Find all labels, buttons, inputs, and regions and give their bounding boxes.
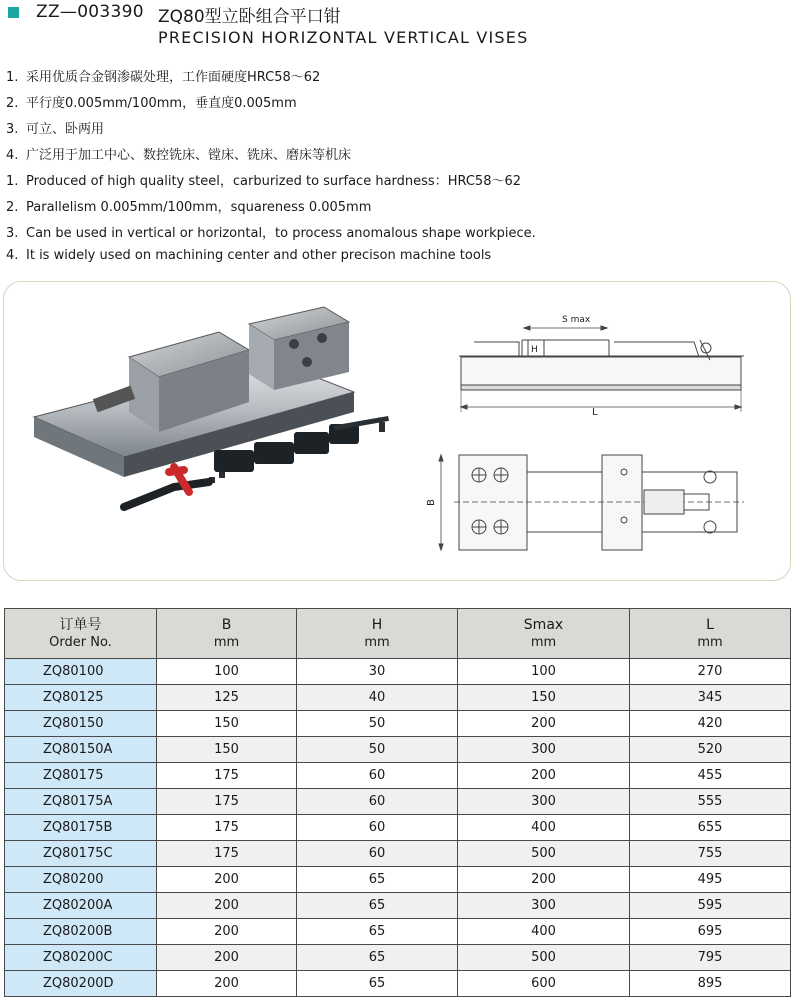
label-b: B (426, 499, 437, 506)
title-chinese: ZQ80型立卧组合平口钳 (158, 7, 341, 27)
feature-item: 1. 采用优质合金钢渗碳处理，工作面硬度HRC58～62 (6, 70, 321, 85)
feature-item: 4. It is widely used on machining center and other precison machine tools (6, 248, 492, 263)
feature-item: 1. Produced of high quality steel，carburized to surface hardness：HRC58～62 (6, 174, 522, 189)
feature-item: 4. 广泛用于加工中心、数控铣床、镗床、铣床、磨床等机床 (6, 148, 352, 163)
column-header-smax: Smax mm (458, 609, 630, 659)
table-row: ZQ80175 175 60 200 455 (5, 763, 791, 789)
column-header-order: 订单号 Order No. (5, 609, 157, 659)
table-row: ZQ80200 200 65 200 495 (5, 867, 791, 893)
page-header (0, 0, 793, 56)
table-header-row (5, 609, 791, 659)
table-row: ZQ80175C 175 60 500 755 (5, 841, 791, 867)
table-row: ZQ80200C 200 65 500 795 (5, 945, 791, 971)
vise-illustration (4, 282, 790, 580)
table-row: ZQ80150A 150 50 300 520 (5, 737, 791, 763)
table-row: ZQ80150 150 50 200 420 (5, 711, 791, 737)
feature-item: 2. Parallelism 0.005mm/100mm，squareness 0.005mm (6, 200, 372, 215)
product-code: ZZ—003390 (36, 2, 144, 22)
title-square-icon (8, 7, 19, 18)
label-l: L (592, 407, 598, 418)
top-view-drawing (439, 455, 744, 550)
table-row: ZQ80200D 200 65 600 895 (5, 971, 791, 997)
table-row: ZQ80200B 200 65 400 695 (5, 919, 791, 945)
label-h: H (531, 345, 538, 355)
table-row: ZQ80100 100 30 100 270 (5, 659, 791, 685)
spec-table (4, 608, 791, 997)
title-english: PRECISION HORIZONTAL VERTICAL VISES (158, 28, 529, 47)
side-view-drawing (459, 326, 744, 412)
product-figure-panel (3, 281, 791, 581)
table-row: ZQ80125 125 40 150 345 (5, 685, 791, 711)
table-row: ZQ80175A 175 60 300 555 (5, 789, 791, 815)
column-header-h: H mm (297, 609, 458, 659)
feature-item: 3. 可立、卧两用 (6, 122, 105, 137)
table-row: ZQ80175B 175 60 400 655 (5, 815, 791, 841)
feature-item: 2. 平行度0.005mm/100mm，垂直度0.005mm (6, 96, 297, 111)
table-row: ZQ80200A 200 65 300 595 (5, 893, 791, 919)
label-smax: S max (562, 315, 591, 325)
column-header-b: B mm (157, 609, 297, 659)
column-header-l: L mm (630, 609, 791, 659)
vise-photo (34, 307, 389, 507)
feature-item: 3. Can be used in vertical or horizontal，to process anomalous shape workpiece. (6, 226, 536, 241)
